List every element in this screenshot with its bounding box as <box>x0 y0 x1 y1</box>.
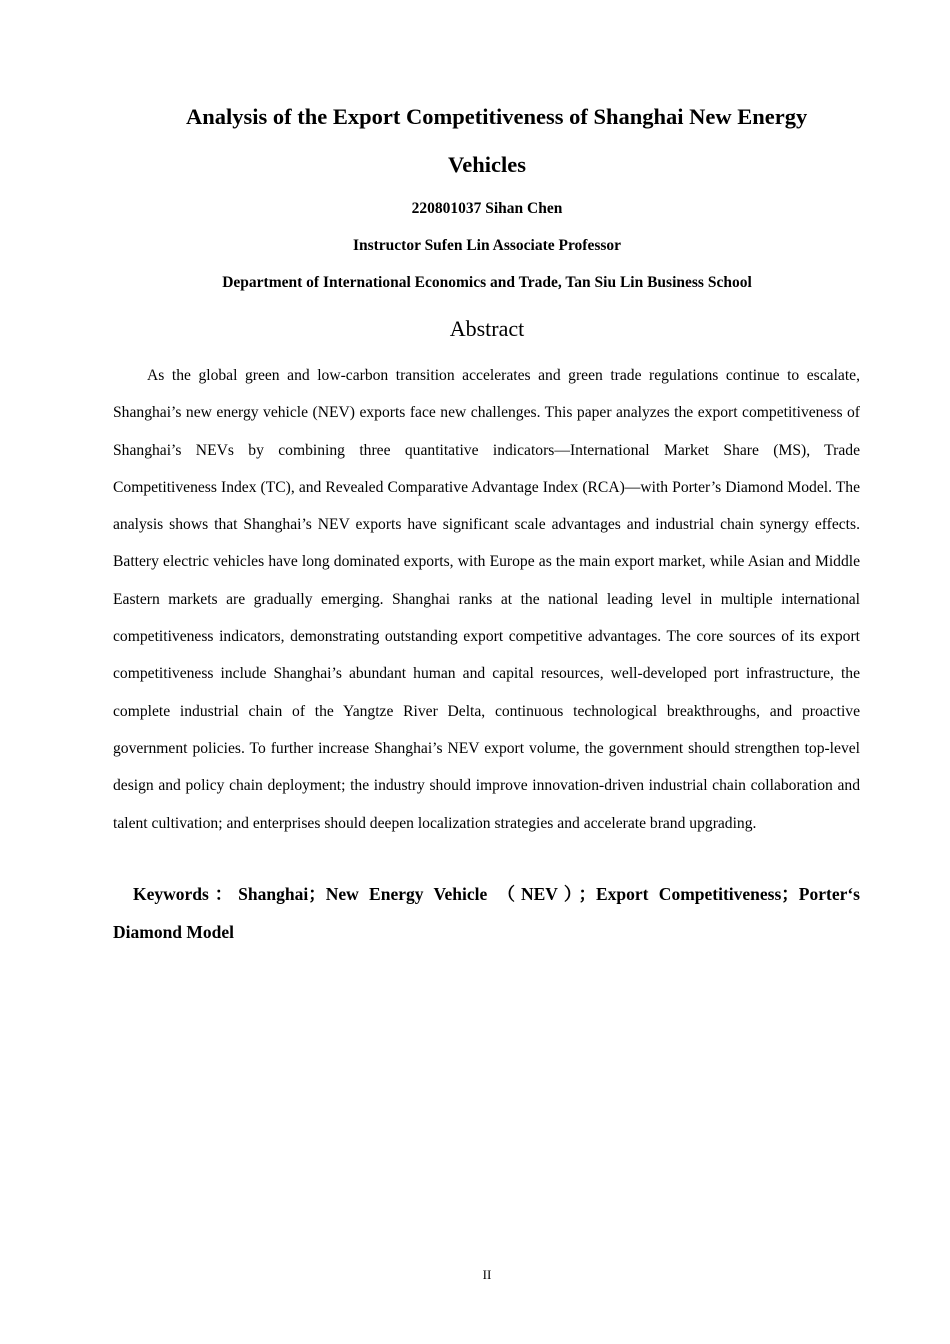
paper-title-line-2: Vehicles <box>448 152 526 177</box>
department-line: Department of International Economics and Trade, Tan Siu Lin Business School <box>222 274 752 291</box>
abstract-body: As the global green and low-carbon transition accelerates and green trade regulations continue to escalate, Shanghai’s new energy vehicle (NEV) exports face new challenges. This paper analyzes the export competitiveness of Shanghai’s NEVs by combining three quantitative indicators—International Market Share (MS), Trade Competitiveness Index (TC), and Revealed Comparative Advantage Index (RCA)—with Porter’s Diamond Model. The analysis shows that Shanghai’s NEV exports have significant scale advantages and industrial chain synergy effects. Battery electric vehicles have long dominated exports, with Europe as the main export market, while Asian and Middle Eastern markets are gradually emerging. Shanghai ranks at the national leading level in multiple international competitiveness indicators, demonstrating outstanding export competitive advantages. The core sources of its export competitiveness include Shanghai’s abundant human and capital resources, well-developed port infrastructure, the complete industrial chain of the Yangtze River Delta, continuous technological breakthroughs, and proactive government policies. To further increase Shanghai’s NEV export volume, the government should strengthen top-level design and policy chain deployment; the industry should improve innovation-driven industrial chain collaboration and talent cultivation; and enterprises should deepen localization strategies and accelerate brand upgrading. <box>113 367 860 832</box>
abstract-heading: Abstract <box>449 316 525 341</box>
author-line: 220801037 Sihan Chen <box>411 200 563 217</box>
instructor-line: Instructor Sufen Lin Associate Professor <box>352 237 622 254</box>
page-number: II <box>482 1267 492 1282</box>
paper-title-line-1: Analysis of the Export Competitiveness of Shanghai New Energy <box>186 104 808 129</box>
keywords-line: Keywords：Shanghai；New Energy Vehicle （NEV）；Export Competitiveness；Porter‘s Diamond Model <box>113 884 860 942</box>
